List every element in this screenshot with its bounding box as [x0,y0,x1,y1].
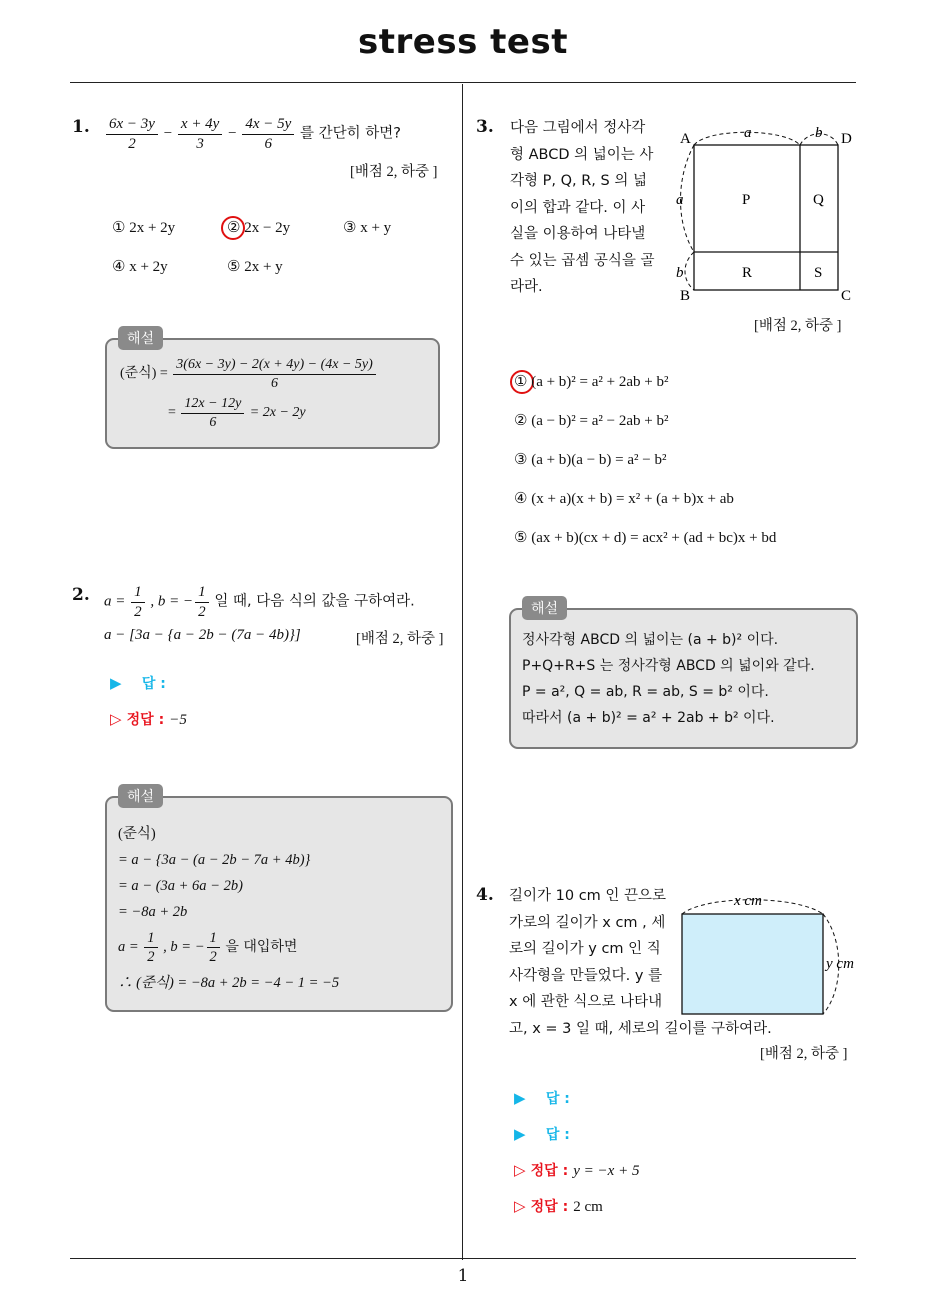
question-4-text: 길이가 10 cm 인 끈으로 가로의 길이가 x cm , 세 로의 길이가 y cm 인 직 사각형을 만들었다. y 를 x 에 관한 식으로 나타내 고, x = 3 일 때, 세로의 길이를 구하여라. [509,888,772,1037]
region-q-label: Q [813,192,824,208]
q4-correct-row-2: ▷ 정답 : 2 cm [514,1197,603,1215]
left-a-label: a [676,192,684,208]
square-abcd-figure [668,118,858,308]
question-3-text: 다음 그림에서 정사각 형 ABCD 의 넓이는 사 각형 P, Q, R, S 의 넓 이의 합과 같다. 이 사 실을 이용하여 나타낼 수 있는 곱셈 공식을 골 라라. [510,120,655,295]
q2-solution-final: ∴ (준식) = −8a + 2b = −4 − 1 = −5 [118,975,340,991]
q1-choice-1[interactable]: ① 2x + 2y [112,220,176,236]
q3-score: [배점 2, 하중 ] [754,318,842,334]
top-b-label: b [815,125,823,141]
question-4-number: 4. [476,885,494,905]
question-2-number: 2. [72,585,90,605]
region-r-label: R [742,265,753,281]
q1-choice-2[interactable]: ② 2x − 2y [227,220,291,236]
q3-choice-1[interactable]: ① (a + b)² = a² + 2ab + b² [514,374,669,390]
q1-fraction-2: $\frac{x + 4y}{3}$ [178,115,222,154]
top-a-label: a [744,125,752,141]
q1-question-tail: 를 간단히 하면? [300,125,401,142]
q3-solution-lines: 정사각형 ABCD 의 넓이는 (a + b)² 이다. P+Q+R+S 는 정사각형 ABCD 의 넓이와 같다. P = a², Q = ab, R = ab, S = b² 이다. 따라서 (a + b)² = a² + 2ab + b² 이다. [522,632,815,726]
left-b-label: b [676,265,684,281]
q4-correct-row-1: ▷ 정답 : y = −x + 5 [514,1161,640,1179]
vertex-c-label: C [841,288,852,304]
top-rule [70,82,856,83]
q4-score: [배점 2, 하중 ] [760,1046,848,1062]
q2-score: [배점 2, 하중 ] [356,631,444,647]
q2-expression: a − [3a − {a − 2b − (7a − 4b)}] [104,627,301,643]
correct-arrow-icon: ▷ [110,710,122,728]
page-number: 1 [457,1266,469,1286]
q1-fraction-1: $\frac{6x - 3y}{2}$ [106,115,158,154]
q2-solution-tag: 해설 [118,784,163,808]
page-title: stress test [358,22,568,62]
question-1-expression: $\frac{6x - 3y}{2}$ − $\frac{x + 4y}{3}$ − $\frac{4x - 5y}{6}$ 를 간단히 하면? [104,115,401,154]
region-s-label: S [814,265,823,281]
region-p-label: P [742,192,751,208]
vertex-b-label: B [680,288,691,304]
q3-choice-3[interactable]: ③ (a + b)(a − b) = a² − b² [514,452,667,468]
question-2-condition: a = $\frac{1}{2}$ , b = − $\frac{1}{2}$ 일 때, 다음 식의 값을 구하여라. [104,584,415,620]
q1-solution-tag: 해설 [118,326,163,350]
q3-solution-tag: 해설 [522,596,567,620]
width-label: x cm [734,893,762,909]
q1-fraction-3: $\frac{4x - 5y}{6}$ [242,115,294,154]
q2-answer-row: ▶ 답 : [110,674,166,692]
q2-substitution: a = $\frac{1}{2}$ , b = − $\frac{1}{2}$ 을 대입하면 [118,930,298,966]
bottom-rule [70,1258,856,1259]
q3-choice-2[interactable]: ② (a − b)² = a² − 2ab + b² [514,413,669,429]
q2-correct-row: ▷ 정답 : −5 [110,710,187,728]
q1-choice-4[interactable]: ④ x + 2y [112,259,168,275]
q1-solution-line-2: = $\frac{12x - 12y}{6}$ = 2x − 2y [168,396,306,430]
q1-choice-3[interactable]: ③ x + y [343,220,392,236]
rectangle-figure [676,890,861,1020]
q1-score: [배점 2, 하중 ] [350,164,438,180]
question-1-number: 1. [72,117,90,137]
q4-answer-row-2: ▶ 답 : [514,1125,570,1143]
answer-arrow-icon: ▶ [514,1089,526,1107]
q4-answer-row-1: ▶ 답 : [514,1089,570,1107]
column-divider [462,84,463,1260]
answer-arrow-icon: ▶ [110,674,122,692]
height-label: y cm [826,956,854,972]
correct-arrow-icon: ▷ [514,1161,526,1179]
q3-choice-4[interactable]: ④ (x + a)(x + b) = x² + (a + b)x + ab [514,491,734,507]
question-3-number: 3. [476,117,494,137]
q1-solution-line-1: (준식) = $\frac{3(6x - 3y) - 2(x + 4y) - (4x - 5y)}{6}$ [120,356,378,392]
q2-solution-lines: (준식) = a − {3a − (a − 2b − 7a + 4b)} = a − (3a + 6a − 2b) = −8a + 2b [118,826,311,920]
answer-arrow-icon: ▶ [514,1125,526,1143]
correct-arrow-icon: ▷ [514,1197,526,1215]
q1-solution-box [105,338,440,449]
vertex-d-label: D [841,131,852,147]
q3-choice-5[interactable]: ⑤ (ax + b)(cx + d) = acx² + (ad + bc)x + bd [514,530,777,546]
q1-choice-5[interactable]: ⑤ 2x + y [227,259,283,275]
vertex-a-label: A [680,131,691,147]
